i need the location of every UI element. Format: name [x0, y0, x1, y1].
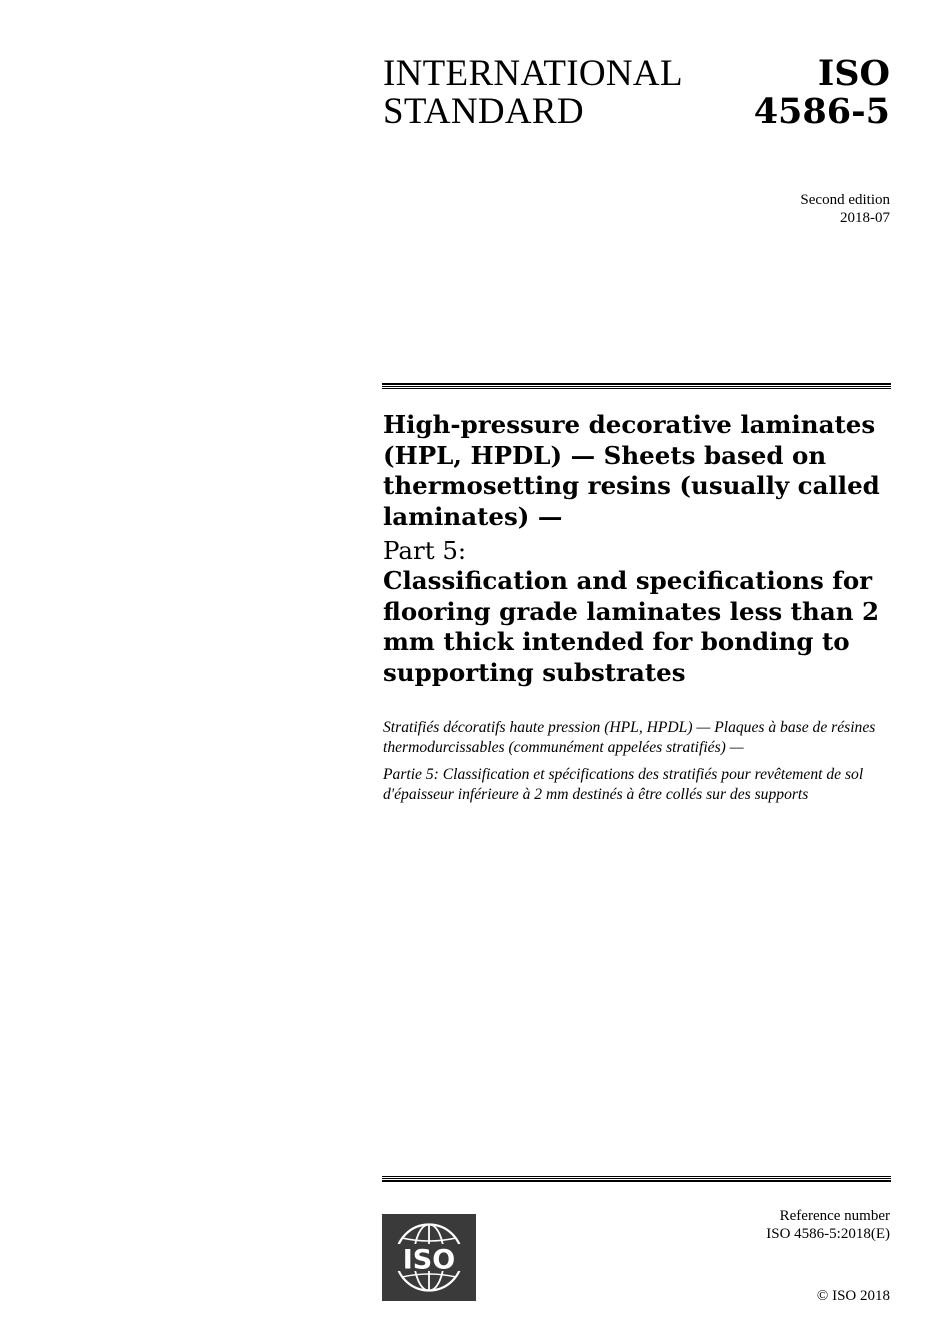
reference-label: Reference number — [779, 1208, 890, 1224]
copyright: © ISO 2018 — [816, 1288, 890, 1304]
standard-org: ISO — [817, 53, 890, 94]
iso-logo-icon — [382, 1214, 476, 1301]
standard-type — [383, 55, 683, 131]
french-title-block — [383, 718, 898, 812]
part-label: Part 5: — [383, 536, 467, 565]
bottom-divider — [382, 1176, 891, 1182]
standard-type-line1: INTERNATIONAL — [383, 53, 683, 94]
reference-number — [766, 1207, 890, 1243]
top-divider — [382, 383, 891, 389]
french-part-title: Partie 5: Classification et spécifications des stratifiés pour revêtement de sol d'épaisseur inférieure à 2 mm destinés à être collés sur des supports — [383, 766, 864, 803]
main-title: High-pressure decorative laminates (HPL, HPDL) — Sheets based on thermosetting resins (usually called laminates) — — [383, 410, 880, 531]
standard-type-line2: STANDARD — [383, 91, 584, 132]
french-main-title: Stratifiés décoratifs haute pression (HPL, HPDL) — Plaques à base de résines thermodurcissables (communément appelées stratifiés) — — [383, 719, 876, 756]
title-block — [383, 410, 903, 688]
part-title: Classification and specifications for flooring grade laminates less than 2 mm thick intended for bonding to supporting substrates — [383, 566, 880, 687]
edition-date: 2018-07 — [840, 210, 890, 226]
edition-info — [800, 191, 890, 227]
edition-text: Second edition — [800, 192, 890, 208]
iso-logo — [382, 1214, 476, 1301]
standard-part-number: 4586-5 — [753, 91, 890, 132]
standard-number — [754, 55, 890, 131]
iso-logo-text: ISO — [402, 1244, 456, 1276]
reference-value: ISO 4586-5:2018(E) — [766, 1226, 890, 1242]
